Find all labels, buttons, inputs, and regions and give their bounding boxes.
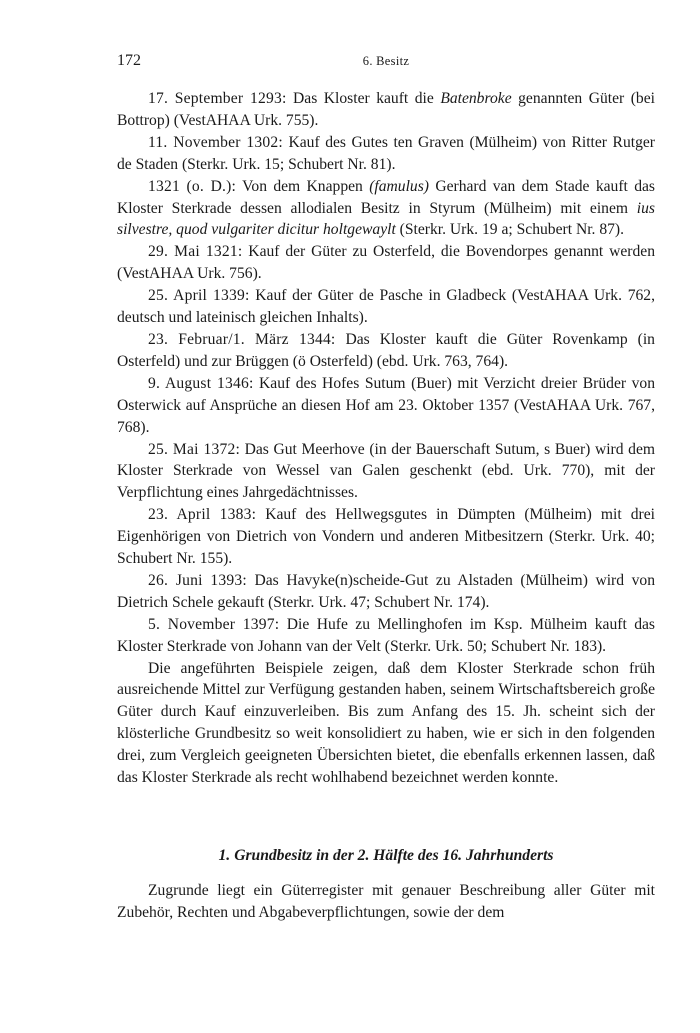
entry-date: 23. Februar/1. März 1344: xyxy=(148,330,336,348)
entry-list xyxy=(117,88,655,658)
running-head: 6. Besitz xyxy=(362,54,410,68)
book-page xyxy=(117,52,655,939)
section-number: 1. xyxy=(218,847,231,864)
page-header xyxy=(117,52,655,76)
entry-latin-term: ius silvestre, quod vulgariter dicitur holtgewaylt xyxy=(117,199,655,239)
entry-text: Gerhard van dem Stade kauft das Kloster Sterkrade dessen allodialen Besitz in Styrum (Mülheim) mit einem xyxy=(117,177,655,217)
entry-date: 29. Mai 1321: xyxy=(148,243,243,261)
entry-text: Kauf des Hellwegsgutes in Dümpten (Mülheim) mit drei Eigenhörigen von Dietrich von Vondern und anderen Mitbesitzern (Sterkr. Urk. 40; Schubert Nr. 155). xyxy=(117,506,655,568)
entry-text: Von dem Knappen xyxy=(236,177,370,195)
entry-date: 26. Juni 1393: xyxy=(148,571,247,589)
entry-paragraph xyxy=(117,570,655,614)
body-text xyxy=(117,88,655,789)
entry-paragraph xyxy=(117,439,655,505)
entry-text: Kauf der Güter zu Osterfeld, die Bovendorpes genannt werden (VestAHAA Urk. 756). xyxy=(117,243,655,283)
entry-date: 23. April 1383: xyxy=(148,506,257,524)
entry-latin-term: (famulus) xyxy=(369,177,429,195)
intro-paragraph: Zugrunde liegt ein Güterregister mit genauer Beschreibung aller Güter mit Zubehör, Rechten und Abgabeverpflichtungen, sowie der dem xyxy=(117,881,655,921)
section-heading xyxy=(117,845,655,867)
entry-date: 11. November 1302: xyxy=(148,133,283,151)
entry-paragraph xyxy=(117,176,655,242)
entry-paragraph xyxy=(117,88,655,132)
entry-paragraph xyxy=(117,329,655,373)
entry-text: Das Kloster kauft die Güter Rovenkamp (in Osterfeld) und zur Brüggen (ö Osterfeld) (ebd. Urk. 763, 764). xyxy=(117,330,655,370)
entry-paragraph xyxy=(117,285,655,329)
entry-text: Die Hufe zu Mellinghofen im Ksp. Mülheim kauft das Kloster Sterkrade von Johann van der Velt (Sterkr. Urk. 50; Schubert Nr. 183). xyxy=(117,615,655,655)
entry-text: genannten Güter (bei Bottrop) (VestAHAA Urk. 755). xyxy=(117,90,655,129)
entry-text: Kauf der Güter de Pasche in Gladbeck (VestAHAA Urk. 762, deutsch und lateinisch gleichen Inhalts). xyxy=(117,287,655,327)
entry-text: Das Gut Meerhove (in der Bauerschaft Sutum, s Buer) wird dem Kloster Sterkrade von Wessel van Galen geschenkt (ebd. Urk. 770), mit der Verpflichtung eines Jahrgedächtnisses. xyxy=(117,440,655,502)
summary-paragraph: Die angeführten Beispiele zeigen, daß dem Kloster Sterkrade schon früh ausreichende Mittel zur Verfügung gestanden haben, seinem Wirtschaftsbereich große Güter durch Kauf einzuverleiben. Bis zum Anfang des 15. Jh. scheint sich der klösterliche Grundbesitz so weit konsolidiert zu haben, wie er sich in den folgenden drei, zum Vergleich geeigneten Übersichten bietet, die ebenfalls erkennen lassen, daß das Kloster Sterkrade als recht wohlhabend bezeichnet werden konnte. xyxy=(117,659,655,787)
entry-date: 1321 (o. D.): xyxy=(148,177,237,195)
entry-paragraph xyxy=(117,614,655,658)
entry-text: Kauf des Hofes Sutum (Buer) mit Verzicht dreier Brüder von Osterwick auf Ansprüche an diesen Hof am 23. Oktober 1357 (VestAHAA Urk. 767, 768). xyxy=(117,374,655,436)
entry-date: 25. April 1339: xyxy=(148,287,250,305)
entry-paragraph xyxy=(117,373,655,439)
entry-date: 5. November 1397: xyxy=(148,615,280,633)
entry-date: 17. September 1293: xyxy=(148,90,287,107)
entry-text: Das Kloster kauft die xyxy=(286,90,441,107)
entry-date: 25. Mai 1372: xyxy=(148,440,240,458)
entry-text: (Sterkr. Urk. 19 a; Schubert Nr. 87). xyxy=(395,221,625,239)
entry-paragraph xyxy=(117,132,655,176)
entry-text: Kauf des Gutes ten Graven (Mülheim) von Ritter Rutger de Staden (Sterkr. Urk. 15; Schubert Nr. 81). xyxy=(117,133,655,173)
page-number: 172 xyxy=(117,52,141,69)
entry-paragraph xyxy=(117,241,655,285)
entry-text: Das Havyke(n)scheide-Gut zu Alstaden (Mülheim) wird von Dietrich Schele gekauft (Sterkr. Urk. 47; Schubert Nr. 174). xyxy=(117,571,655,611)
entry-paragraph xyxy=(117,504,655,570)
section-title-text: Grundbesitz in der 2. Hälfte des 16. Jahrhunderts xyxy=(234,847,554,864)
entry-latin-term: Batenbroke xyxy=(440,90,512,107)
entry-date: 9. August 1346: xyxy=(148,374,254,392)
